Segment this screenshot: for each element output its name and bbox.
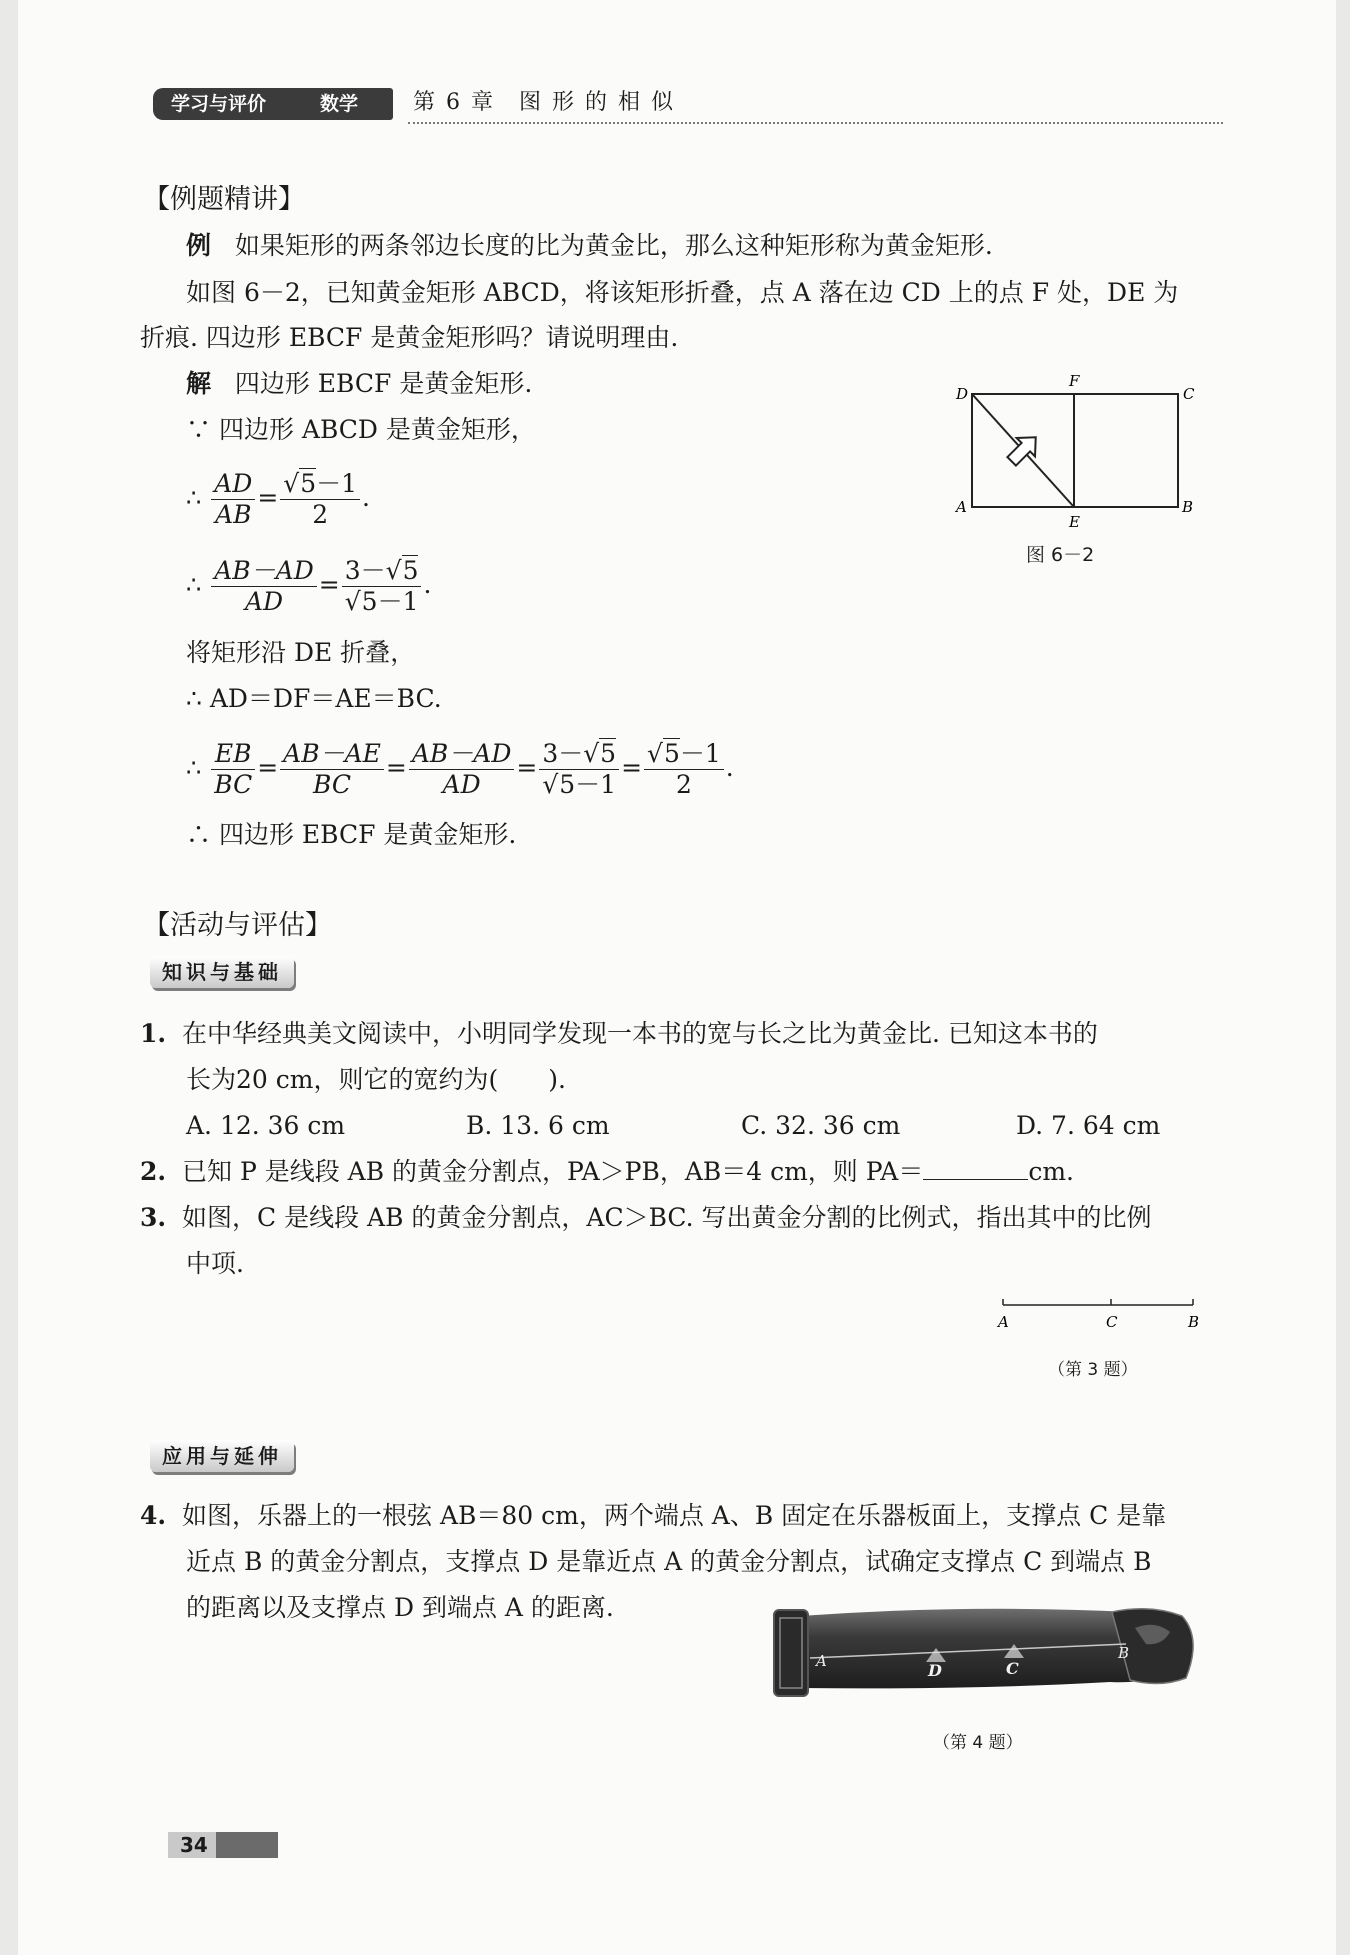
label-e: E [1069, 513, 1080, 530]
label-b: B [1182, 498, 1194, 516]
fraction-sqrt5-minus-1-over-2: $\frac{√5-1}{2}$ [644, 739, 724, 800]
q4-caption: （第 4 题） [933, 1733, 1023, 1753]
tag-knowledge-basics: 知识与基础 [150, 956, 294, 988]
question-4-line-2: 近点 B 的黄金分割点，支撑点 D 是靠近点 A 的黄金分割点，试确定支撑点 C 到端点 B [186, 1547, 1152, 1576]
q3-label-b: B [1188, 1313, 1200, 1331]
example-section-title: 【例题精讲】 [143, 184, 305, 215]
label-a: A [956, 498, 967, 516]
figure-6-2-caption: 图 6－2 [1026, 544, 1095, 566]
equation-2: ∴ $\frac{AB-AD}{AD}$ = $\frac{3-√5}{√5-1}$ . [186, 556, 432, 616]
q3-label-a: A [998, 1313, 1009, 1331]
fraction-ab-minus-ad: $\frac{AB-AD}{AD}$ [211, 556, 317, 617]
problem-line-1: 如图 6－2，已知黄金矩形 ABCD，将该矩形折叠，点 A 落在边 CD 上的点 F 处，DE 为 [186, 278, 1179, 307]
q4-label-a: A [816, 1652, 827, 1670]
figure-instrument [770, 1598, 1210, 1703]
answer-blank[interactable] [923, 1153, 1028, 1180]
fraction-3-sqrt5-over: $\frac{3-√5}{√5-1}$ [539, 739, 619, 800]
q4-label-d: D [928, 1661, 942, 1680]
problem-line-2: 折痕. 四边形 EBCF 是黄金矩形吗？请说明理由. [140, 323, 679, 352]
fraction-ab-ad-ad: $\frac{AB-AD}{AD}$ [409, 739, 515, 800]
fold-line: 将矩形沿 DE 折叠， [186, 638, 416, 667]
option-a: A. 12. 36 cm [186, 1111, 346, 1140]
conclusion-line: ∴ 四边形 EBCF 是黄金矩形. [186, 820, 517, 849]
question-1-number: 1. [140, 1019, 167, 1048]
tag-application-extension: 应用与延伸 [150, 1440, 294, 1472]
option-d: D. 7. 64 cm [1016, 1111, 1161, 1140]
q3-label-c: C [1106, 1313, 1118, 1331]
question-3-line-1: 3. 如图，C 是线段 AB 的黄金分割点，AC＞BC. 写出黄金分割的比例式，指出其中的比例 [140, 1203, 1152, 1232]
question-4-line-3: 的距离以及支撑点 D 到端点 A 的距离. [186, 1593, 614, 1622]
chapter-title: 第 6 章 图 形 的 相 似 [413, 90, 675, 115]
therefore-symbol: ∴ [186, 484, 202, 512]
label-f: F [1069, 372, 1080, 390]
equation-1: ∴ $\frac{AD}{AB}$ = $\frac{√5-1}{2}$ . [186, 469, 370, 529]
equation-3: ∴ AD＝DF＝AE＝BC. [186, 684, 442, 713]
question-1-line-1: 1. 在中华经典美文阅读中，小明同学发现一本书的宽与长之比为黄金比. 已知这本书的 [140, 1019, 1098, 1048]
example-intro: 如果矩形的两条邻边长度的比为黄金比，那么这种矩形称为黄金矩形. [234, 231, 993, 260]
solution-label: 解 [186, 369, 212, 398]
question-2-number: 2. [140, 1157, 167, 1186]
instrument-head [774, 1610, 808, 1696]
q4-label-b: B [1118, 1644, 1130, 1662]
label-d: D [956, 385, 969, 403]
fraction-ad-ab: $\frac{AD}{AB}$ [211, 469, 255, 530]
because-line: ∵ 四边形 ABCD 是黄金矩形， [186, 415, 536, 444]
book-title: 学习与评价 [171, 93, 267, 115]
question-2: 2. 已知 P 是线段 AB 的黄金分割点，PA＞PB，AB＝4 cm，则 PA＝ cm. [140, 1150, 1074, 1194]
question-3-line-2: 中项. [186, 1249, 244, 1278]
page [18, 0, 1336, 1955]
question-4-line-1: 4. 如图，乐器上的一根弦 AB＝80 cm，两个端点 A、B 固定在乐器板面上，支撑点 C 是靠 [140, 1501, 1167, 1530]
solution-line [186, 362, 532, 406]
example-label: 例 [186, 231, 212, 260]
page-number-bar [168, 1832, 278, 1858]
option-c: C. 32. 36 cm [741, 1111, 901, 1140]
fraction-3-minus-sqrt5: $\frac{3-√5}{√5-1}$ [342, 556, 422, 617]
fraction-golden-ratio: $\frac{√5-1}{2}$ [280, 469, 360, 530]
q3-caption: （第 3 题） [1048, 1360, 1138, 1380]
question-1-line-2: 长为20 cm，则它的宽约为( ). [186, 1065, 566, 1094]
activity-section-title: 【活动与评估】 [143, 910, 332, 941]
fraction-ab-ae-bc: $\frac{AB-AE}{BC}$ [280, 739, 384, 800]
fraction-eb-bc: $\frac{EB}{BC}$ [211, 739, 255, 800]
figure-golden-rectangle [938, 370, 1208, 530]
question-3-number: 3. [140, 1203, 167, 1232]
solution-claim: 四边形 EBCF 是黄金矩形. [234, 369, 533, 398]
subject-title: 数学 [320, 93, 359, 115]
equation-4: ∴ $\frac{EB}{BC}$ = $\frac{AB-AE}{BC}$ = $\frac{AB-AD}{AD}$ = $\frac{3-√5}{√5-1}$ = $\frac{√5-1}{2}$ . [186, 739, 734, 799]
option-b: B. 13. 6 cm [466, 1111, 610, 1140]
header-badge [153, 88, 393, 120]
label-c: C [1183, 385, 1195, 403]
figure-segment-ab [993, 1290, 1203, 1340]
header-rule [408, 122, 1223, 124]
page-number: 34 [180, 1833, 208, 1857]
question-4-number: 4. [140, 1501, 167, 1530]
q4-label-c: C [1006, 1659, 1019, 1678]
example-intro-line [186, 224, 993, 268]
